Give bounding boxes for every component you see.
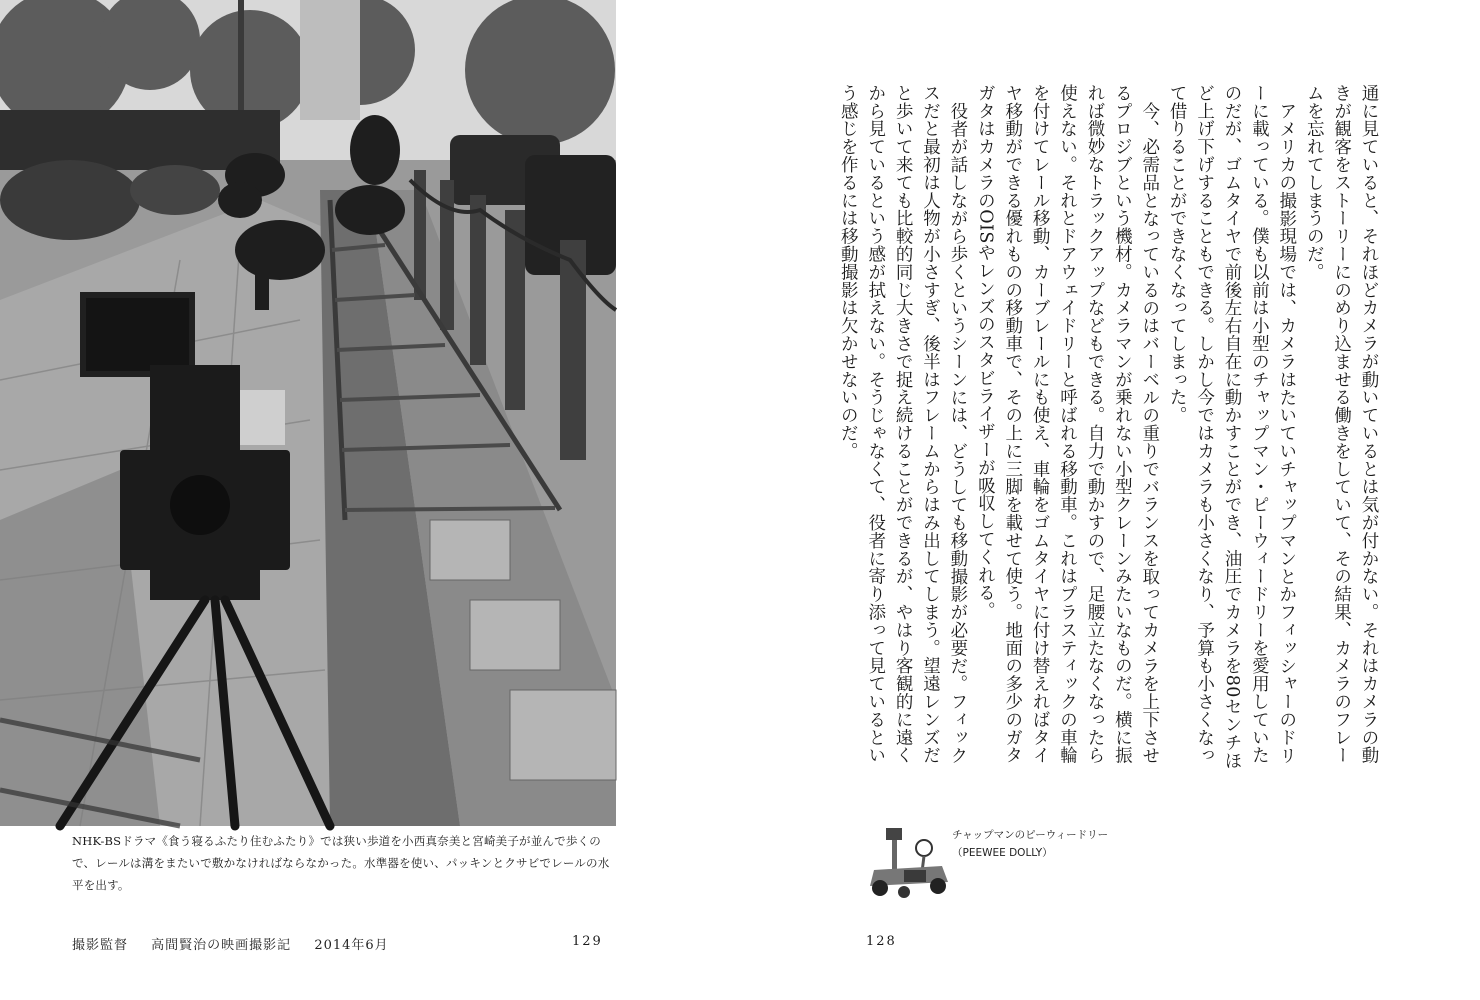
footer-book-title: 高間賢治の映画撮影記	[151, 938, 292, 953]
running-footer	[72, 934, 407, 953]
paragraph: アメリカの撮影現場では、カメラはたいていチャップマンとかフィッシャーのドリーに載っている。僕も以前は小型のチャップマン・ピーウィードリーを愛用していたのだが、ゴムタイヤで前後左右自在に動かすことができ、油圧でカメラを80センチほど上げ下げすることもできる。しかし今ではカメラも小さくなり、予算も小さくなって借りることができなくなってしまった。	[1167, 84, 1297, 770]
footer-date: 2014年6月	[314, 938, 389, 953]
photo-caption: NHK-BSドラマ《食う寝るふたり住むふたり》では狭い歩道を小西真奈美と宮崎美子が並んで歩くので、レールは溝をまたいで敷かなければならなかった。水準器を使い、パッキンとクサビでレールの水平を出す。	[72, 834, 610, 892]
page-number-left: 129	[572, 934, 603, 949]
paragraph: 今、必需品となっているのはバーベルの重りでバランスを取ってカメラを上下させるプロジブという機材。カメラマンが乗れない小型クレーンみたいなものだ。横に振れば微妙なトラックアップなどもできる。自力で動かすので、足腰立たなくなったら使えない。それとドアウェイドリーと呼ばれる移動車。これはプラスティックの車輪を付けてレール移動、カーブレールにも使え、車輪をゴムタイヤに付け替えればタイヤ移動ができる優れものの移動車で、その上に三脚を載せて使う。地面の多少のガタガタはカメラのOISやレンズのスタビライザーが吸収してくれる。	[975, 84, 1160, 765]
paragraph: 役者が話しながら歩くというシーンには、どうしても移動撮影が必要だ。フィックスだと最初は人物が小さすぎ、後半はフレームからはみ出してしまう。望遠レンズだと歩いて来ても比較的同じ大きさで捉え続けることができるが、やはり客観的に遠くから見ているという感が拭えない。そうじゃなくて、役者に寄り添って見ているという感じを作るには移動撮影は欠かせないのだ。	[838, 84, 968, 765]
page-number-right: 128	[866, 934, 897, 949]
dolly-track-photo	[0, 0, 616, 826]
inset-caption-line2: （PEEWEE DOLLY）	[952, 847, 1053, 859]
inset-caption	[952, 826, 1108, 862]
footer-series: 撮影監督	[72, 938, 129, 953]
body-text	[838, 84, 1382, 774]
peewee-dolly-illustration	[864, 826, 954, 902]
paragraph: 通に見ていると、それほどカメラが動いているとは気が付かない。それはカメラの動きが観客をストーリーにのめり込ませる働きをしていて、その結果、カメラのフレームを忘れてしまうのだ。	[1304, 84, 1379, 765]
inset-caption-line1: チャップマンのピーウィードリー	[952, 829, 1109, 841]
